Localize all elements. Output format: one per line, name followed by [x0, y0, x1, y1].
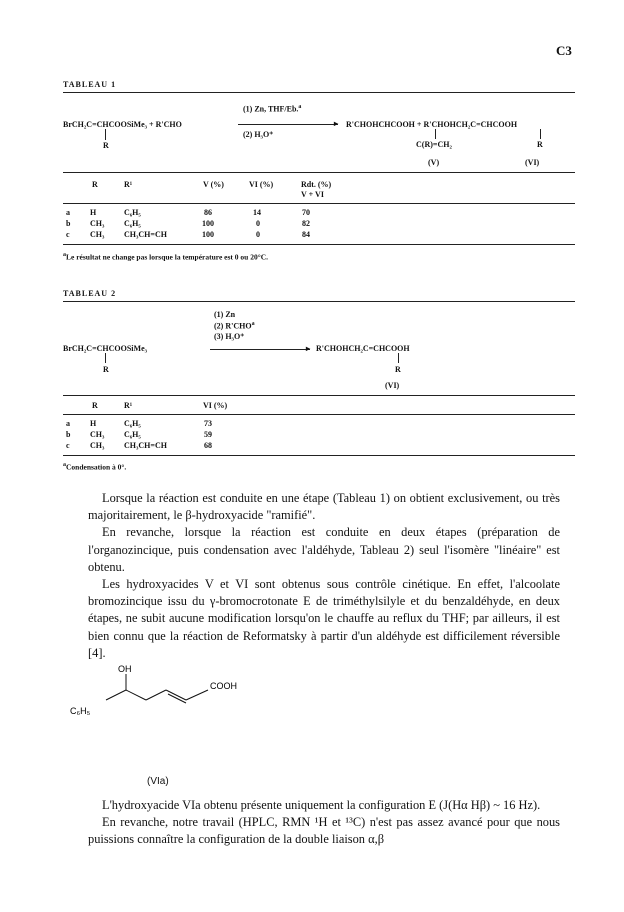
table1-row-b-id: b: [66, 219, 71, 228]
table1-row-b-rdt: 82: [302, 219, 310, 228]
table1-row-c-id: c: [66, 230, 70, 239]
table2-top-rule: [63, 301, 575, 302]
table1-row-b-v: 100: [202, 219, 214, 228]
table1-bottom-rule: [63, 244, 575, 245]
table2-label-vi: (VI): [385, 381, 400, 390]
table2-row-b-id: b: [66, 430, 71, 439]
table2-prod-sub: R: [395, 365, 401, 374]
table2-product-bond: [398, 353, 399, 363]
table2-cond3: (3) H₃O⁺: [214, 332, 245, 341]
table1-label-v: (V): [428, 158, 440, 167]
body-text-2: [88, 797, 560, 849]
table1-product-bond1: [435, 129, 436, 139]
table1-header-r1: R¹: [124, 180, 133, 189]
table2-reactant-bond: [105, 353, 106, 363]
table2-arrow: [210, 349, 310, 350]
table2-title: TABLEAU 2: [63, 289, 117, 298]
table1-row-a-rdt: 70: [302, 208, 310, 217]
table1-product: R'CHOHCHCOOH + R'CHOHCH₂C=CHCOOH: [346, 120, 518, 129]
table1-row-c-v: 100: [202, 230, 214, 239]
table1-row-a-v: 86: [204, 208, 212, 217]
table1-row-a-r: H: [90, 208, 97, 217]
paragraph-5: En revanche, notre travail (HPLC, RMN ¹H et ¹³C) n'est pas assez avancé pour que nous puissions connaître la configuration de la double liaison α,β: [88, 815, 560, 847]
table2-header-r1: R¹: [124, 401, 133, 410]
table1-header-rdt: Rdt. (%): [301, 180, 332, 189]
table2-bottom-rule: [63, 455, 575, 456]
table1-header-v: V (%): [203, 180, 224, 189]
table2-row-c-vi: 68: [204, 441, 212, 450]
table1-arrowhead: ▸: [334, 119, 339, 128]
table1-header-r: R: [92, 180, 98, 189]
table2-row-b-r1: C₆H₅: [124, 430, 141, 439]
table1-row-b-vi: 0: [256, 219, 260, 228]
table2-reactant: BrCH₂C=CHCOOSiMe₃: [63, 344, 148, 353]
table2-row-a-r1: C₆H₅: [124, 419, 141, 428]
table1-prod-sub2: R: [537, 140, 543, 149]
table2-row-c-r: CH₃: [90, 441, 105, 450]
table2-reactant-r: R: [103, 365, 109, 374]
table2-header-r: R: [92, 401, 98, 410]
table2-cond1: (1) Zn: [214, 310, 236, 319]
table1-product-bond2: [540, 129, 541, 139]
table2-row-a-vi: 73: [204, 419, 212, 428]
structure-label: (VIa): [147, 776, 169, 787]
table1-reactant: BrCH₂C=CHCOOSiMe₃ + R'CHO: [63, 120, 182, 129]
structure-via: [66, 660, 286, 760]
table1-row-c-r: CH₃: [90, 230, 105, 239]
table1-footnote: $^a$Le résultat ne change pas lorsque la température est 0 ou 20°C.: [63, 252, 269, 262]
page-number: C3: [556, 43, 572, 58]
table2-body-rule: [63, 414, 575, 415]
structure-ph-label: C₆H₅: [70, 706, 91, 716]
table2-footnote: $^a$Condensation à 0°.: [63, 462, 127, 472]
table2-row-b-vi: 59: [204, 430, 212, 439]
table1-title: TABLEAU 1: [63, 80, 117, 89]
table1-row-c-vi: 0: [256, 230, 260, 239]
table2-row-a-id: a: [66, 419, 70, 428]
table1-header-vi: VI (%): [249, 180, 274, 189]
table2-row-c-id: c: [66, 441, 70, 450]
structure-cooh-label: COOH: [210, 681, 237, 691]
table1-row-b-r1: C₆H₅: [124, 219, 141, 228]
table1-reactant-bond: [105, 129, 106, 140]
table2-cond2: (2) R'CHO$^a$: [214, 321, 255, 331]
table2-header-vi: VI (%): [203, 401, 228, 410]
table1-cond2: (2) H₃O⁺: [243, 130, 274, 139]
table1-body-rule: [63, 203, 575, 204]
table1-label-vi: (VI): [525, 158, 540, 167]
paragraph-1: Lorsque la réaction est conduite en une étape (Tableau 1) on obtient exclusivement, ou très majoritairement, le β-hydroxyacide "ramifié".: [88, 491, 560, 523]
table1-row-c-rdt: 84: [302, 230, 310, 239]
table1-row-c-r1: CH₃CH=CH: [124, 230, 167, 239]
table2-header-rule: [63, 395, 575, 396]
table2-row-c-r1: CH₃CH=CH: [124, 441, 167, 450]
table2-arrowhead: ▸: [306, 344, 311, 353]
table1-row-a-vi: 14: [253, 208, 261, 217]
table1-row-a-id: a: [66, 208, 70, 217]
table1-row-a-r1: C₆H₅: [124, 208, 141, 217]
paragraph-2: En revanche, lorsque la réaction est conduite en deux étapes (préparation de l'organozincique, puis condensation avec l'aldéhyde, Tableau 2) seul l'isomère "linéaire" est obtenu.: [88, 525, 560, 574]
table1-arrow: [238, 124, 338, 125]
table1-row-b-r: CH₃: [90, 219, 105, 228]
table2-row-b-r: CH₃: [90, 430, 105, 439]
table1-reactant-r: R: [103, 141, 109, 150]
table1-prod-sub1: C(R)=CH₂: [416, 140, 452, 149]
table1-top-rule: [63, 92, 575, 93]
body-text-1: [88, 490, 560, 662]
table1-cond1: (1) Zn, THF/Eb.$^a$: [243, 104, 302, 114]
structure-oh-label: OH: [118, 664, 132, 674]
paragraph-4: L'hydroxyacide VIa obtenu présente uniquement la configuration E (J(Hα Hβ) ~ 16 Hz).: [102, 798, 541, 812]
table1-header-extra: V + VI: [301, 190, 324, 199]
table1-header-rule: [63, 172, 575, 173]
paragraph-3: Les hydroxyacides V et VI sont obtenus sous contrôle cinétique. En effet, l'alcoolate bromozincique issu du γ-bromocrotonate E de triméthylsilyle et du benzaldéhyde, en deux étapes, ne subit aucune modification lorsqu'on le chauffe au reflux du THF; par ailleurs, il est bien connu que la réaction de Reformatsky à partir d'un aldéhyde est difficilement réversible [4].: [88, 577, 560, 660]
table2-row-a-r: H: [90, 419, 97, 428]
table2-product: R'CHOHCH₂C=CHCOOH: [316, 344, 410, 353]
